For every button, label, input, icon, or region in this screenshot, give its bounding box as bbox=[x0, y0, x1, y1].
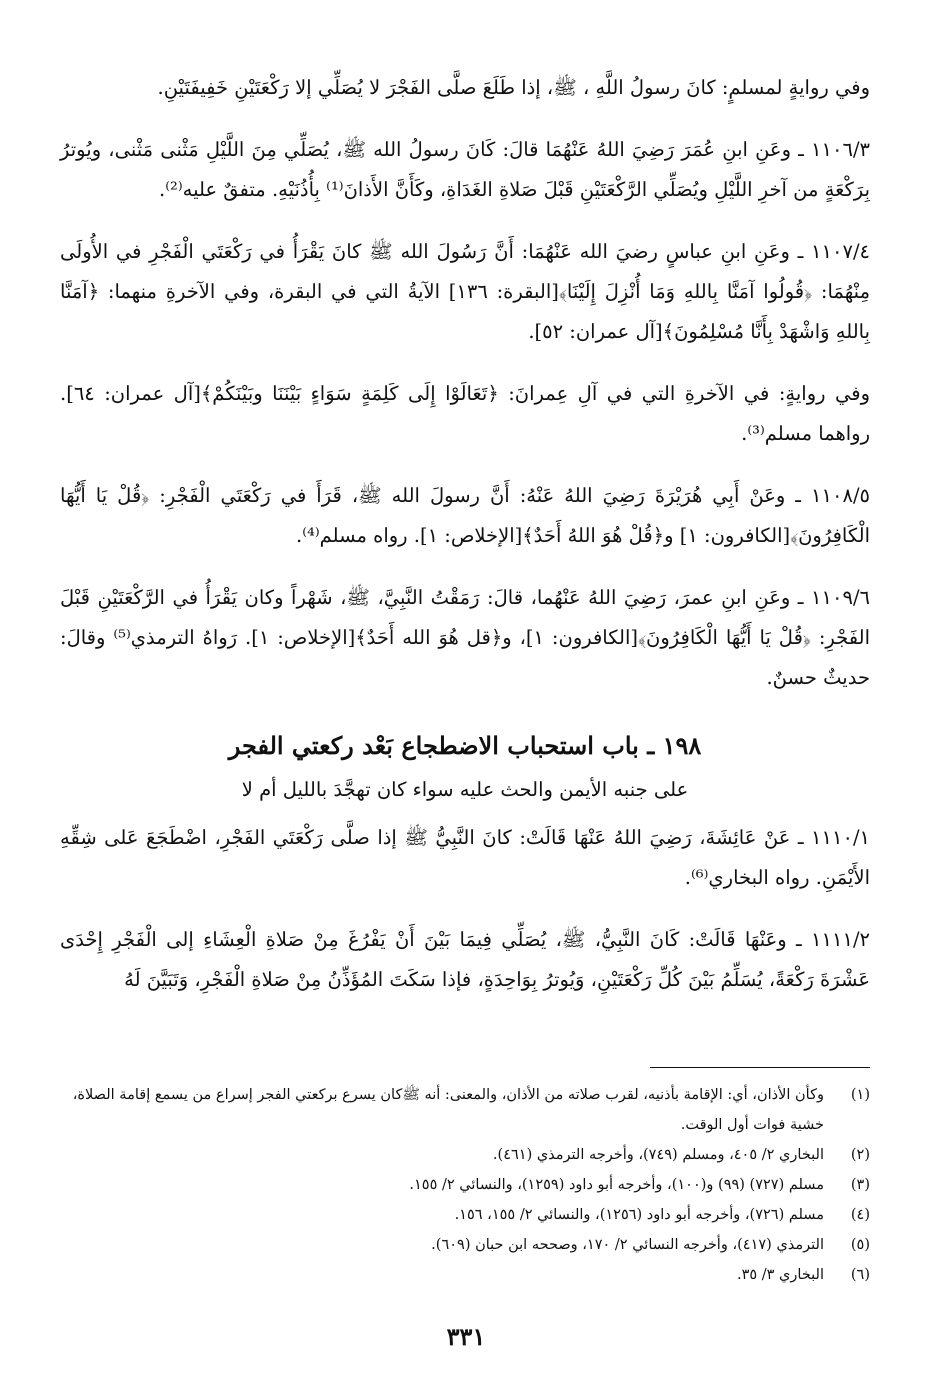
chapter-subtitle: على جنبه الأيمن والحث عليه سواء كان تهجَّدَ بالليل أم لا bbox=[241, 778, 689, 801]
paragraph-muslim-narration: وفي روايةٍ لمسلمٍ: كانَ رسولُ اللَّهِ ، ﷺ، إذا طَلَعَ صلَّى الفَجْرَ لا يُصَلِّي إلا رَكْعَتَيْنِ خَفِيفَتَيْنِ. bbox=[157, 76, 870, 99]
page-body bbox=[60, 68, 870, 1022]
footnote-item bbox=[60, 1230, 870, 1260]
page-number: ٣٣١ bbox=[446, 1322, 486, 1351]
footnote-text: البخاري ٣/ ٣٥. bbox=[736, 1267, 824, 1283]
footnote-number: (٣) bbox=[850, 1177, 870, 1193]
footnote-text: الترمذي (٤١٧)، وأخرجه النسائي ٢/ ١٧٠، وصححه ابن حبان (٦٠٩). bbox=[431, 1237, 824, 1253]
footnote-item bbox=[60, 1080, 870, 1140]
footnote-text: وكأن الأذان، أي: الإقامة بأذنيه، لقرب صلاته من الأذان، والمعنى: أنه ﷺكان يسرع بركعتي الفجر إسراع من يسمع إقامة الصلاة، خشية فوات أول الوقت. bbox=[72, 1087, 824, 1133]
footnote-number: (٥) bbox=[850, 1237, 870, 1253]
footnote-item bbox=[60, 1260, 870, 1290]
hadith-1108: ١١٠٨/٥ ـ وعَنْ أَبِي هُرَيْرَةَ رَضِيَ اللهُ عَنْهُ: أَنَّ رسولَ الله ﷺ، قَرَأَ في رَكْعَتَي الْفَجْرِ: ﴿قُلْ يَا أَيُّهَا الْكَافِرُونَ﴾[الكافرون: ١] و﴿قُلْ هُوَ اللهُ أَحَدٌ﴾[الإخلاص: ١]. رواه مسلم⁽⁴⁾. bbox=[60, 484, 870, 547]
footnote-text: مسلم (٧٢٧) (٩٩) و(١٠٠)، وأخرجه أبو داود (١٢٥٩)، والنسائي ٢/ ١٥٥. bbox=[409, 1177, 824, 1193]
footnote-item bbox=[60, 1140, 870, 1170]
footnotes bbox=[60, 1080, 870, 1290]
footnote-text: مسلم (٧٢٦)، وأخرجه أبو داود (١٢٥٦)، والنسائي ٢/ ١٥٥، ١٥٦. bbox=[454, 1207, 824, 1223]
footnote-text: البخاري ٢/ ٤٠٥، ومسلم (٧٤٩)، وأخرجه الترمذي (٤٦١). bbox=[492, 1147, 824, 1163]
footnote-number: (٤) bbox=[850, 1207, 870, 1223]
footnote-item bbox=[60, 1170, 870, 1200]
paragraph-other-narration: وفي روايةٍ: في الآخرةِ التي في آلِ عِمرانَ: ﴿تَعَالَوْا إِلَى كَلِمَةٍ سَوَاءٍ بَيْنَنَا وبَيْنَكُمْ﴾[آل عمران: ٦٤]. رواهما مسلم⁽³⁾. bbox=[60, 382, 870, 445]
footnote-number: (٢) bbox=[850, 1147, 870, 1163]
hadith-1111: ١١١١/٢ ـ وعَنْهَا قَالَتْ: كَانَ النَّبِيُّ، ﷺ، يُصَلِّي فِيمَا بَيْنَ أَنْ يَفْرُغَ مِنْ صَلاةِ الْعِشَاءِ إلى الْفَجْرِ إِحْدَى عَشْرَةَ رَكْعَةً، يُسَلِّمُ بَيْنَ كُلِّ رَكْعَتَيْنِ، وَيُوترُ بِوَاحِدَةٍ، فإذا سَكَتَ المُؤَذِّنُ مِنْ صَلاةِ الْفَجْرِ، وَتَبَيَّنَ لَهُ bbox=[60, 928, 870, 991]
chapter-title: ١٩٨ ـ باب استحباب الاضطجاع بَعْد ركعتي الفجر bbox=[228, 731, 702, 760]
footnote-number: (٦) bbox=[850, 1267, 870, 1283]
hadith-1109: ١١٠٩/٦ ـ وعَنِ ابنِ عمرَ، رَضِيَ اللهُ عَنْهُما، قالَ: رَمَقْتُ النَّبِيَّ، ﷺ، شَهْراً وكان يَقْرَأُ في الرَّكْعَتَيْنِ قَبْلَ الفَجْرِ: ﴿قُلْ يَا أَيُّهَا الْكَافِرُونَ﴾[الكافرون: ١]، و﴿قل هُوَ الله أَحَدٌ﴾[الإخلاص: ١]. رَواهُ الترمذي⁽⁵⁾ وقالَ: حديثٌ حسنٌ. bbox=[60, 586, 870, 689]
hadith-1107: ١١٠٧/٤ ـ وعَنِ ابنِ عباسٍ رضيَ الله عَنْهُمَا: أَنَّ رَسُولَ الله ﷺ كانَ يَقْرَأُ في رَكْعَتَي الْفَجْرِ في الأُولَى مِنْهُمَا: ﴿قُولُوا آمَنَّا بِاللهِ وَمَا أُنْزِلَ إِلَيْنَا﴾[البقرة: ١٣٦] الآيةُ التي في البقرة، وفي الآخرةِ منهما: ﴿آمَنَّا بِاللهِ وَاشْهَدْ بِأَنَّا مُسْلِمُونَ﴾[آل عمران: ٥٢]. bbox=[60, 240, 871, 343]
hadith-1110: ١١١٠/١ ـ عَنْ عَائِشَةَ، رَضِيَ اللهُ عَنْهَا قَالَتْ: كانَ النَّبِيُّ ﷺ إذا صلَّى رَكْعَتَي الفَجْرِ، اضْطَجَعَ عَلى شِقِّهِ الأَيْمَنِ. رواه البخاري⁽⁶⁾. bbox=[60, 826, 870, 889]
footnote-item bbox=[60, 1200, 870, 1230]
hadith-1106: ١١٠٦/٣ ـ وعَنِ ابنِ عُمَرَ رَضِيَ اللهُ عَنْهُمَا قالَ: كَانَ رسولُ الله ﷺ، يُصَلِّي مِنَ اللَّيْلِ مَثْنى مَثْنى، ويُوترُ بِرَكْعَةٍ من آخرِ اللَّيْلِ ويُصَلِّي الرَّكْعَتَيْنِ قَبْلَ صَلاةِ الغَدَاةِ، وكَأَنَّ الأَذانَ⁽¹⁾ بِأُذُنَيْهِ. متفقٌ عليه⁽²⁾. bbox=[60, 138, 870, 201]
footnote-number: (١) bbox=[850, 1087, 870, 1103]
footnote-divider bbox=[650, 1067, 870, 1068]
